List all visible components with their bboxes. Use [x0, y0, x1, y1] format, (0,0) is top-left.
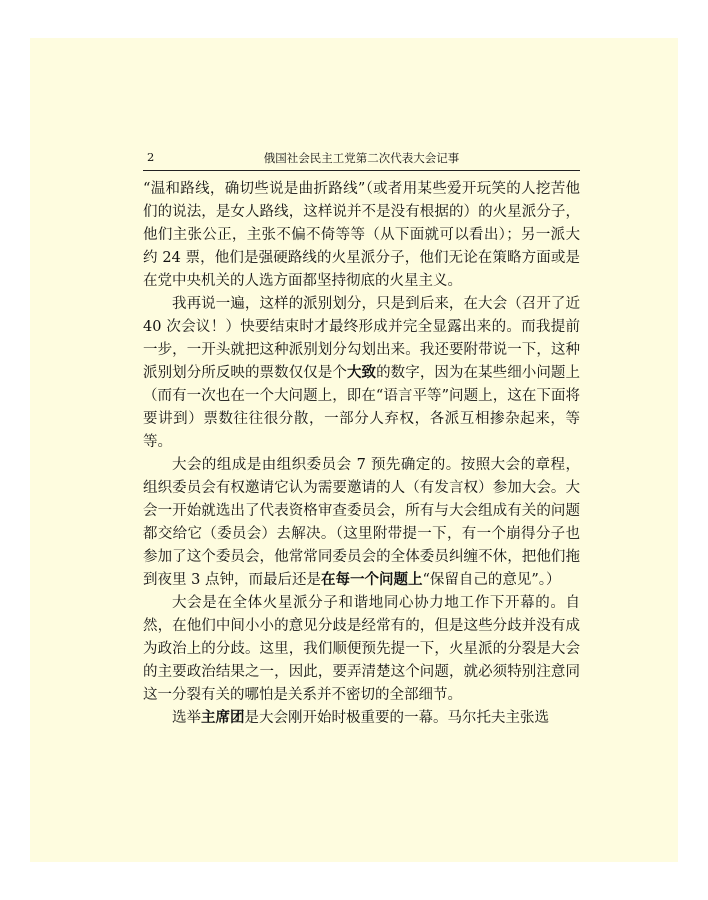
- paragraph: [143, 454, 580, 592]
- body-text: [143, 178, 580, 730]
- text-segment: 我再说一遍，这样的派别划分，只是到后来，在大会（召开了近 40 次会议！）快要结束时才最终形成并完全显露出来的。而我提前一步，一开头就把这种派别划分勾划出来。我还要附带说一下，这种派别划分所反映的票数仅仅是个: [143, 296, 580, 381]
- text-segment: “温和路线，确切些说是曲折路线”（或者用某些爱开玩笑的人挖苦他们的说法，是女人路线，这样说并不是没有根据的）的火星派分子，他们主张公正，主张不偏不倚等等（从下面就可以看出）；另一派大约 24 票，他们是强硬路线的火星派分子，他们无论在策略方面或是在党中央机关的人选方面都坚持彻底的火星主义。: [143, 181, 580, 289]
- paragraph: [143, 707, 580, 730]
- text-segment: “保留自己的意见”。）: [422, 572, 561, 588]
- emphasis-text: 主席团: [201, 710, 245, 726]
- text-segment: 选举: [172, 710, 201, 726]
- page-header: [143, 148, 580, 171]
- running-title: 俄国社会民主工党第二次代表大会记事: [263, 151, 460, 165]
- paragraph: [143, 592, 580, 707]
- emphasis-text: 大致: [346, 365, 377, 381]
- emphasis-text: 在每一个问题上: [320, 572, 423, 588]
- paragraph: [143, 293, 580, 454]
- text-segment: 的数字，因为在某些细小问题上（而有一次也在一个大问题上，即在“语言平等”问题上，这在下面将要讲到）票数往往很分散，一部分人弃权，各派互相掺杂起来，等等。: [143, 365, 581, 450]
- text-segment: 大会的组成是由组织委员会 7 预先确定的。按照大会的章程，组织委员会有权邀请它认为需要邀请的人（有发言权）参加大会。大会一开始就选出了代表资格审查委员会，所有与大会组成有关的问题都交给它（委员会）去解决。（这里附带提一下，有一个崩得分子也参加了这个委员会，他常常同委员会的全体委员纠缠不休，把他们拖到夜里 3 点钟，而最后还是: [143, 457, 580, 588]
- paragraph: [143, 178, 580, 293]
- text-segment: 是大会刚开始时极重要的一幕。马尔托夫主张选: [244, 710, 549, 726]
- page-number: 2: [147, 150, 155, 164]
- text-segment: 大会是在全体火星派分子和谐地同心协力地工作下开幕的。自然，在他们中间小小的意见分歧是经常有的，但是这些分歧并没有成为政治上的分歧。这里，我们顺便预先提一下，火星派的分裂是大会的主要政治结果之一，因此，要弄清楚这个问题，就必须特别注意同这一分裂有关的哪怕是关系并不密切的全部细节。: [143, 595, 580, 703]
